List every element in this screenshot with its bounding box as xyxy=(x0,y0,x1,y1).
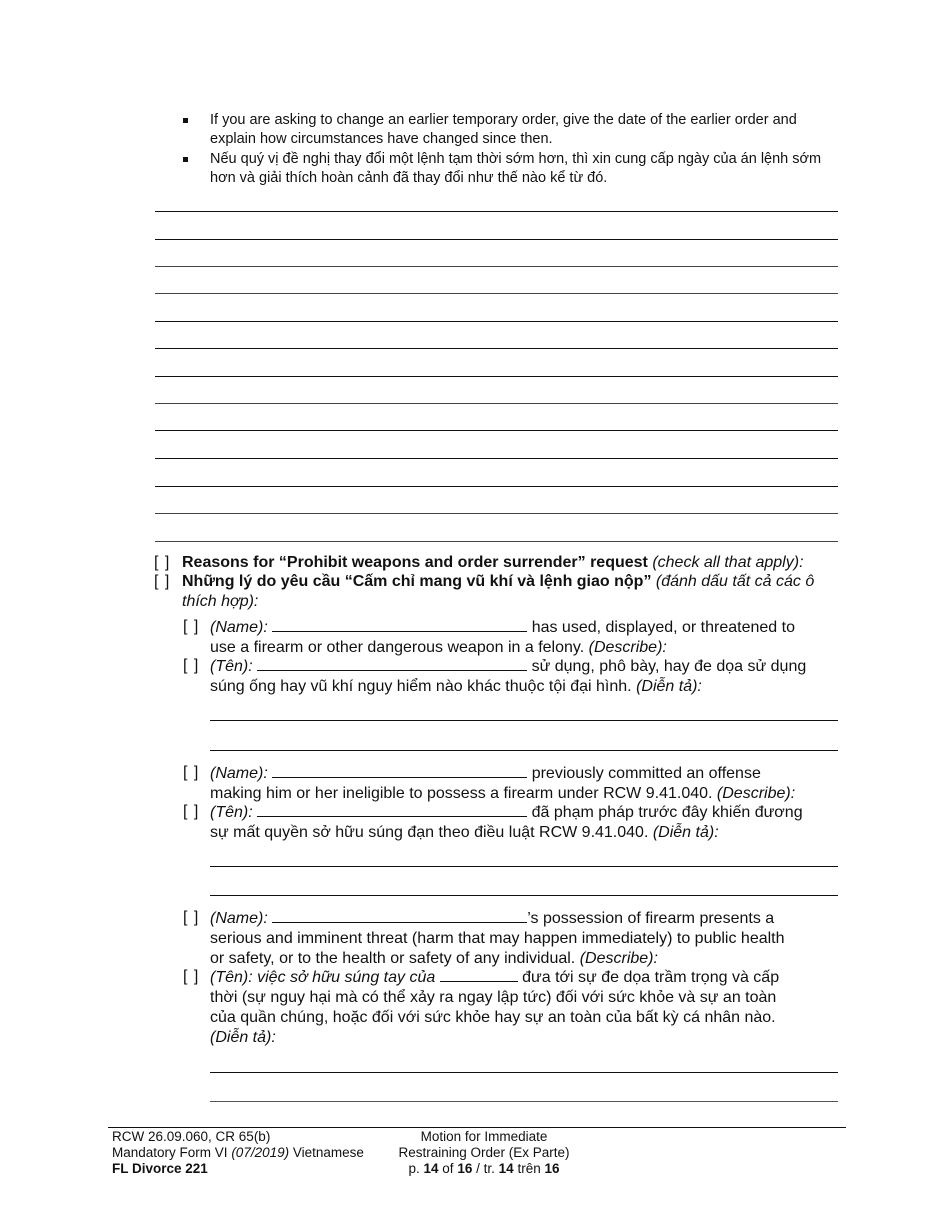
item1-text-en: (Name): has used, displayed, or threatened to use a firearm or other dangerous weapon in a felony. (Describe): xyxy=(210,619,795,656)
answer-line[interactable] xyxy=(155,458,838,459)
reasons-checkbox-vi[interactable]: [ ] xyxy=(154,573,171,590)
footer-form-id: FL Divorce 221 xyxy=(112,1161,208,1176)
item2-text-en: (Name): previously committed an offense making him or her ineligible to possess a firearm under RCW 9.41.040. (Describe): xyxy=(210,765,796,802)
item1-text-vi: (Tên): sử dụng, phô bày, hay đe dọa sử dụng súng ống hay vũ khí nguy hiểm nào khác thuộc tội đại hình. (Diễn tả): xyxy=(210,658,807,695)
answer-line[interactable] xyxy=(155,211,838,212)
footer-title-2: Restraining Order (Ex Parte) xyxy=(398,1145,570,1160)
name-blank-field[interactable] xyxy=(272,617,527,632)
item1-checkbox-en[interactable]: [ ] xyxy=(183,618,200,635)
footer-statute: RCW 26.09.060, CR 65(b) xyxy=(112,1129,271,1144)
name-blank-field[interactable] xyxy=(257,656,527,671)
describe-line[interactable] xyxy=(210,1101,838,1102)
name-blank-field[interactable] xyxy=(440,967,518,982)
answer-line[interactable] xyxy=(155,430,838,431)
item1-checkbox-vi[interactable]: [ ] xyxy=(183,657,200,674)
reasons-heading-vi: Những lý do yêu cầu “Cấm chỉ mang vũ khí và lệnh giao nộp” (đánh dấu tất cả các ô thích hợp): xyxy=(182,573,815,610)
bullet-marker xyxy=(183,118,188,123)
answer-line[interactable] xyxy=(155,321,838,322)
describe-line[interactable] xyxy=(210,750,838,751)
answer-line[interactable] xyxy=(155,348,838,349)
item3-checkbox-vi[interactable]: [ ] xyxy=(183,968,200,985)
name-blank-field[interactable] xyxy=(272,908,527,923)
answer-line[interactable] xyxy=(155,403,838,404)
describe-line[interactable] xyxy=(210,895,838,896)
answer-line[interactable] xyxy=(155,239,838,240)
footer-page-number: p. 14 of 16 / tr. 14 trên 16 xyxy=(408,1161,560,1176)
item2-checkbox-vi[interactable]: [ ] xyxy=(183,803,200,820)
footer-divider xyxy=(108,1127,846,1128)
reasons-heading-en: Reasons for “Prohibit weapons and order surrender” request (check all that apply): xyxy=(182,554,804,571)
answer-line[interactable] xyxy=(155,541,838,542)
reasons-checkbox-en[interactable]: [ ] xyxy=(154,554,171,571)
item2-text-vi: (Tên): đã phạm pháp trước đây khiến đương sự mất quyền sở hữu súng đạn theo điều luật RCW 9.41.040. (Diễn tả): xyxy=(210,804,803,841)
instruction-bullet-vi: Nếu quý vị đề nghị thay đổi một lệnh tạm thời sớm hơn, thì xin cung cấp ngày của án lệnh sớm hơn và giải thích hoàn cảnh đã thay đổi như thế nào kể từ đó. xyxy=(210,151,822,186)
item3-text-vi: (Tên): việc sở hữu súng tay của đưa tới sự đe dọa trầm trọng và cấp thời (sự nguy hại mà có thể xảy ra ngay lập tức) đối với sức khỏe và sự an toàn của quần chúng, hoặc đối với sức khỏe hay sự an toàn của bất kỳ cá nhân nào. (Diễn tả): xyxy=(210,969,780,1046)
describe-line[interactable] xyxy=(210,866,838,867)
answer-line[interactable] xyxy=(155,293,838,294)
answer-line[interactable] xyxy=(155,513,838,514)
name-blank-field[interactable] xyxy=(257,802,527,817)
footer-center xyxy=(384,1129,584,1177)
footer-form-version: Mandatory Form VI (07/2019) Vietnamese xyxy=(112,1145,364,1160)
describe-line[interactable] xyxy=(210,720,838,721)
describe-line[interactable] xyxy=(210,1072,838,1073)
answer-line[interactable] xyxy=(155,266,838,267)
item3-text-en: (Name): ’s possession of firearm presents a serious and imminent threat (harm that may happen immediately) to public health or safety, or to the health or safety of any individual. (Describe): xyxy=(210,910,785,967)
footer-left xyxy=(112,1129,402,1177)
name-blank-field[interactable] xyxy=(272,763,527,778)
bullet-marker xyxy=(183,157,188,162)
item2-checkbox-en[interactable]: [ ] xyxy=(183,764,200,781)
answer-line[interactable] xyxy=(155,486,838,487)
item3-checkbox-en[interactable]: [ ] xyxy=(183,909,200,926)
footer-title-1: Motion for Immediate xyxy=(420,1129,548,1144)
answer-line[interactable] xyxy=(155,376,838,377)
instruction-bullet-en: If you are asking to change an earlier temporary order, give the date of the earlier order and explain how circumstances have changed since then. xyxy=(210,112,797,147)
